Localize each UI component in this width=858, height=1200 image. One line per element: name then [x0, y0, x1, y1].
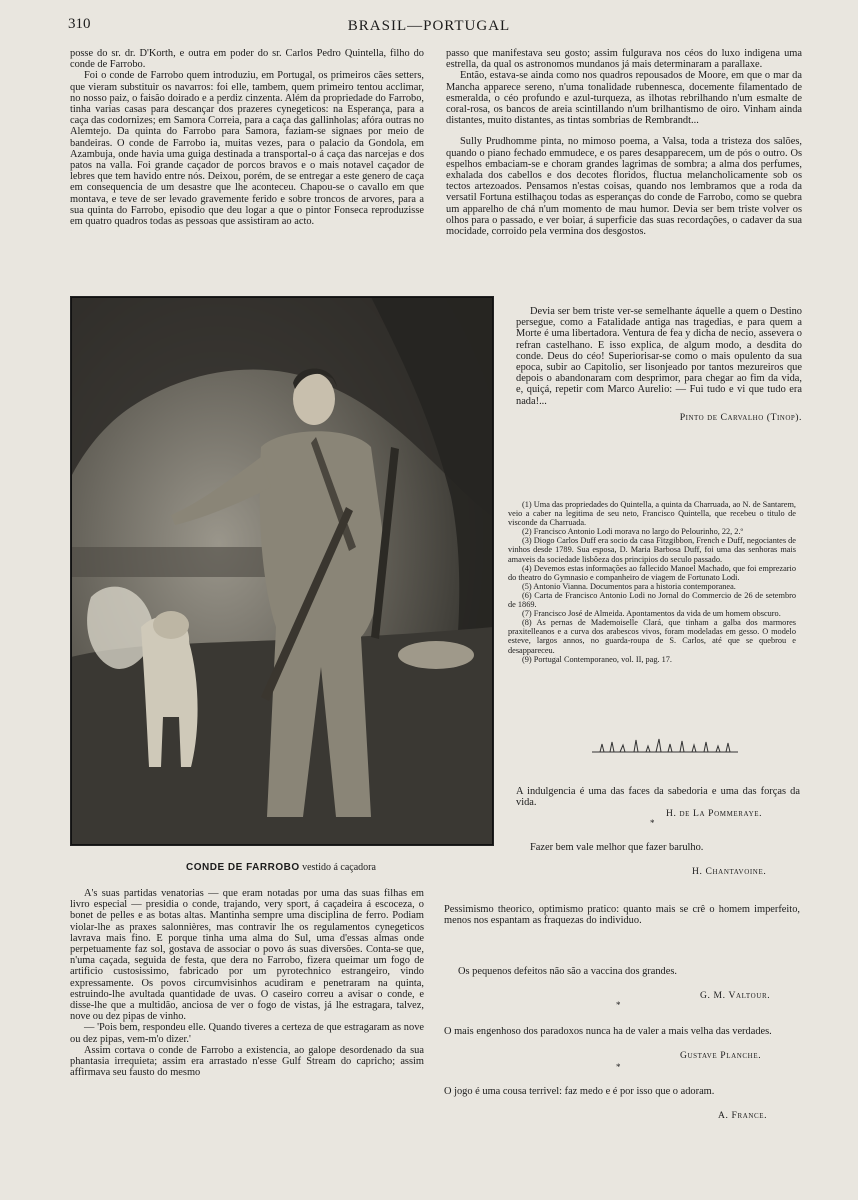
paragraph: Foi o conde de Farrobo quem introduziu, em Portugal, os primeiros cães setters, que vieram substituir os navarros: foi elle, tambem, quem primeiro tentou acclimar, no nosso paiz, o faisão doirado e a perdiz cinzenta. Além da propriedade do Farrobo, tinha varias casas para descançar dos prazeres cynegeticos: na Esperança, para a caça das codornizes; em Samora Correia, para a caça das gallinholas; afóra outras no Alemtejo. Da quinta do Farrobo para Samora, faziam-se signaes por meio de bandeiras. O conde de Farrobo ia, muitas vezes, para o palacio da Gondola, em Azambuja, onde havia uma guiga destinada a transportal-o á caça das narcejas e dos patos na valla. Foi grande caçador de porcos bravos e o mais notavel caçador de lebres que tem havido entre nós. Deixou, porém, de se entregar a este genero de caça em consequencia de um desastre que lhe aconteceu. Chapou-se o cavallo em que montava, e teve de ser levado gravemente ferido e sobre troncos de arvores, para a sua quinta do Farrobo, episodio que deu logar a que o pintor Fonseca reproduzisse em quatro quadros todas as pessoas que assistiram ao acto. [70, 70, 424, 228]
footnote: (7) Francisco José de Almeida. Apontamentos da vida de um homem obscuro. [522, 609, 781, 619]
footnote: (6) Carta de Francisco Antonio Lodi no Jornal do Commercio de 26 de setembro de 1869. [508, 590, 796, 610]
caption-title: CONDE DE FARROBO [186, 862, 300, 873]
page-header [0, 14, 858, 42]
quote-author: A. France. [718, 1110, 768, 1121]
paragraph: A's suas partidas venatorias — que eram notadas por uma das suas filhas em livro especial — presidia o conde, trajando, very sport, á caçadeira á escoceza, o bonet de pelles e as botas altas. Mantinha sempre uma disciplina de ferro. Podiam violar-lhe as praxes salonnières, mas contravir lhe os regulamentos cynegeticos lavrava mais fino. E porque tinha uma alma do Sul, uma d'essas almas onde perpetuamente faz sol, gostava de associar o povo ás suas diversões. Conta-se que, n'uma caçada, seguida de festa, que dera no Farrobo, fizera queimar um fogo de artificio custosissimo, fabricado por um pyrotechnico estrangeiro, vindo expressamente. Os povos circumvisinhos acudiram e penetraram na quinta, estruindo-lhe avultada quantidade de uvas. O caseiro correu a avisar o conde, e disse-lhe que a multidão, anciosa de ver o fogo de vistas, já lhe estragara, talvez, nove ou dez pipas de vinho. [70, 888, 424, 1023]
article-signature: Pinto de Carvalho (Tinop). [679, 411, 802, 423]
paragraph: Então, estava-se ainda como nos quadros repousados de Moore, em que o mar da Mancha apparece sereno, n'uma tonalidade rubennesca, docemente filamentado de esmeralda, o céo profundo e azul-turqueza, as ilhotas rebrilhando n'um esmalte de coral-rosa, os bancos de areia scintillando n'um brilhantismo de oiro. Vinham ainda distantes, muito distantes, as tintas sombrias de Rembrandt... [446, 70, 802, 127]
page-number: 310 [68, 16, 91, 32]
quote: O mais engenhoso dos paradoxos nunca ha de valer a mais velha das verdades. [444, 1026, 772, 1037]
portrait-illustration [71, 297, 493, 845]
paragraph: posse do sr. dr. D'Korth, e outra em poder do sr. Carlos Pedro Quintella, filho do conde de Farrobo. [70, 48, 424, 71]
paragraph: — 'Pois bem, respondeu elle. Quando tiveres a certeza de que estragaram as nove ou dez pipas, vem-m'o dizer.' [70, 1022, 424, 1045]
quote: Fazer bem vale melhor que fazer barulho. [530, 842, 704, 853]
separator-star: * [616, 1062, 621, 1072]
footnote: (2) Francisco Antonio Lodi morava no largo do Pelourinho, 22, 2.º [522, 527, 744, 537]
quote: O jogo é uma cousa terrivel: faz medo e é por isso que o adoram. [444, 1086, 715, 1097]
paragraph: Sully Prudhomme pinta, no mimoso poema, a Valsa, toda a tristeza dos salões, quando o piano fechado emmudece, e os pares desapparecem, um de pós o outro. Os espelhos embaciam-se e choram grandes lagrimas de sombra; a alma dos perfumes, exhalada dos cabellos e dos decotes floridos, fluctua melancholicamente sob os tectos artezoados. Pensamos n'estas coisas, quando nos lembramos que a roda da versatil Fortuna estilhaçou todas as esperanças do conde de Farrobo, como se quebra um apparelho de chá n'um momento de mau humor. Devia ser bem triste volver os olhos para o passado, e ver boiar, á superficie das suas recordações, o cadaver da sua mocidade, corroido pela vermina dos desgostos. [446, 136, 802, 238]
footnote: (1) Uma das propriedades do Quintella, a quinta da Charruada, ao N. de Santarem, veio a caber na legitima de seu neto, Francisco Quintella, que recebeu o titulo de visconde da Charruada. [508, 500, 796, 528]
left-column-bottom [70, 888, 424, 1078]
separator-star: * [650, 818, 655, 828]
quote-author: Gustave Planche. [680, 1050, 762, 1061]
paragraph: passo que manifestava seu gosto; assim fulgurava nos céos do luxo indigena uma estrella, da qual os astronomos mundanos já mais determinaram a parallaxe. [446, 48, 802, 71]
caption-text: vestido á caçadora [299, 862, 376, 873]
quote-author: G. M. Valtour. [700, 990, 771, 1001]
footnote: (4) Devemos estas informações ao fallecido Manoel Machado, que foi emprezario do theatro do Gymnasio e companheiro de viagem de Fortunato Lodi. [508, 563, 796, 582]
quote: A indulgencia é uma das faces da sabedoria e uma das forças da vida. [516, 786, 800, 809]
footnote: (8) As pernas de Mademoiselle Clará, que tinham a galba dos marmores praxitelleanos e a curva dos arabescos vivos, foram modeladas em gesso. O modelo esteve, largos annos, no guarda-roupa de S. Carlos, até que se quebrou e desappareceu. [508, 618, 796, 655]
paragraph: Assim cortava o conde de Farrobo a existencia, ao galope desordenado da sua phantasia irrequieta; assim era arrastado n'esse Gulf Stream do capricho; assim affirmava seu fausto do mesmo [70, 1044, 424, 1079]
left-column-top [70, 48, 424, 227]
quote: Os pequenos defeitos não são a vaccina dos grandes. [458, 966, 677, 977]
quote-author: H. Chantavoine. [692, 866, 767, 877]
footnote: (9) Portugal Contemporaneo, vol. II, pag. 17. [522, 654, 673, 664]
quote: Pessimismo theorico, optimismo pratico: quanto mais se crê o homem imperfeito, menos nos espantam as fraquezas do individuo. [444, 904, 800, 927]
figure-caption [70, 862, 492, 873]
footnote: (5) Antonio Vianna. Documentos para a historia contemporanea. [522, 581, 736, 591]
journal-title: BRASIL—PORTUGAL [347, 18, 511, 34]
portrait-engraving [70, 296, 494, 846]
footnotes [508, 500, 796, 664]
separator-star: * [616, 1000, 621, 1010]
right-column-top [446, 48, 802, 237]
quote-author: H. de La Pommeraye. [666, 808, 763, 819]
paragraph: Devia ser bem triste ver-se semelhante áquelle a quem o Destino persegue, como a Fatalidade antiga nas tragedias, e para quem a Morte é uma libertadora. Ventura de fea y dicha de necio, assevera o refran castelhano. E isso explica, de algum modo, a desdita do conde. Deus do céo! Superiorisar-se como o mais opulento da sua epoca, subir ao Capitolio, ser lisonjeado por tantos mezureiros que depois o abandonaram com desprimor, para chegar ao fim da vida, e, quiçá, repetir com Marco Aurelio: — Fui tudo e vi que tudo era nada!... [516, 306, 802, 407]
footnote: (3) Diogo Carlos Duff era socio da casa Fitzgibbon, French e Duff, negociantes de vinhos desde 1789. Sua esposa, D. Maria Barbosa Duff, foi uma das senhoras mais amaveis da sociedade lisbôeza dos principios do seculo passado. [508, 536, 796, 564]
ornament-divider [590, 736, 740, 756]
right-column-inset [516, 306, 802, 423]
